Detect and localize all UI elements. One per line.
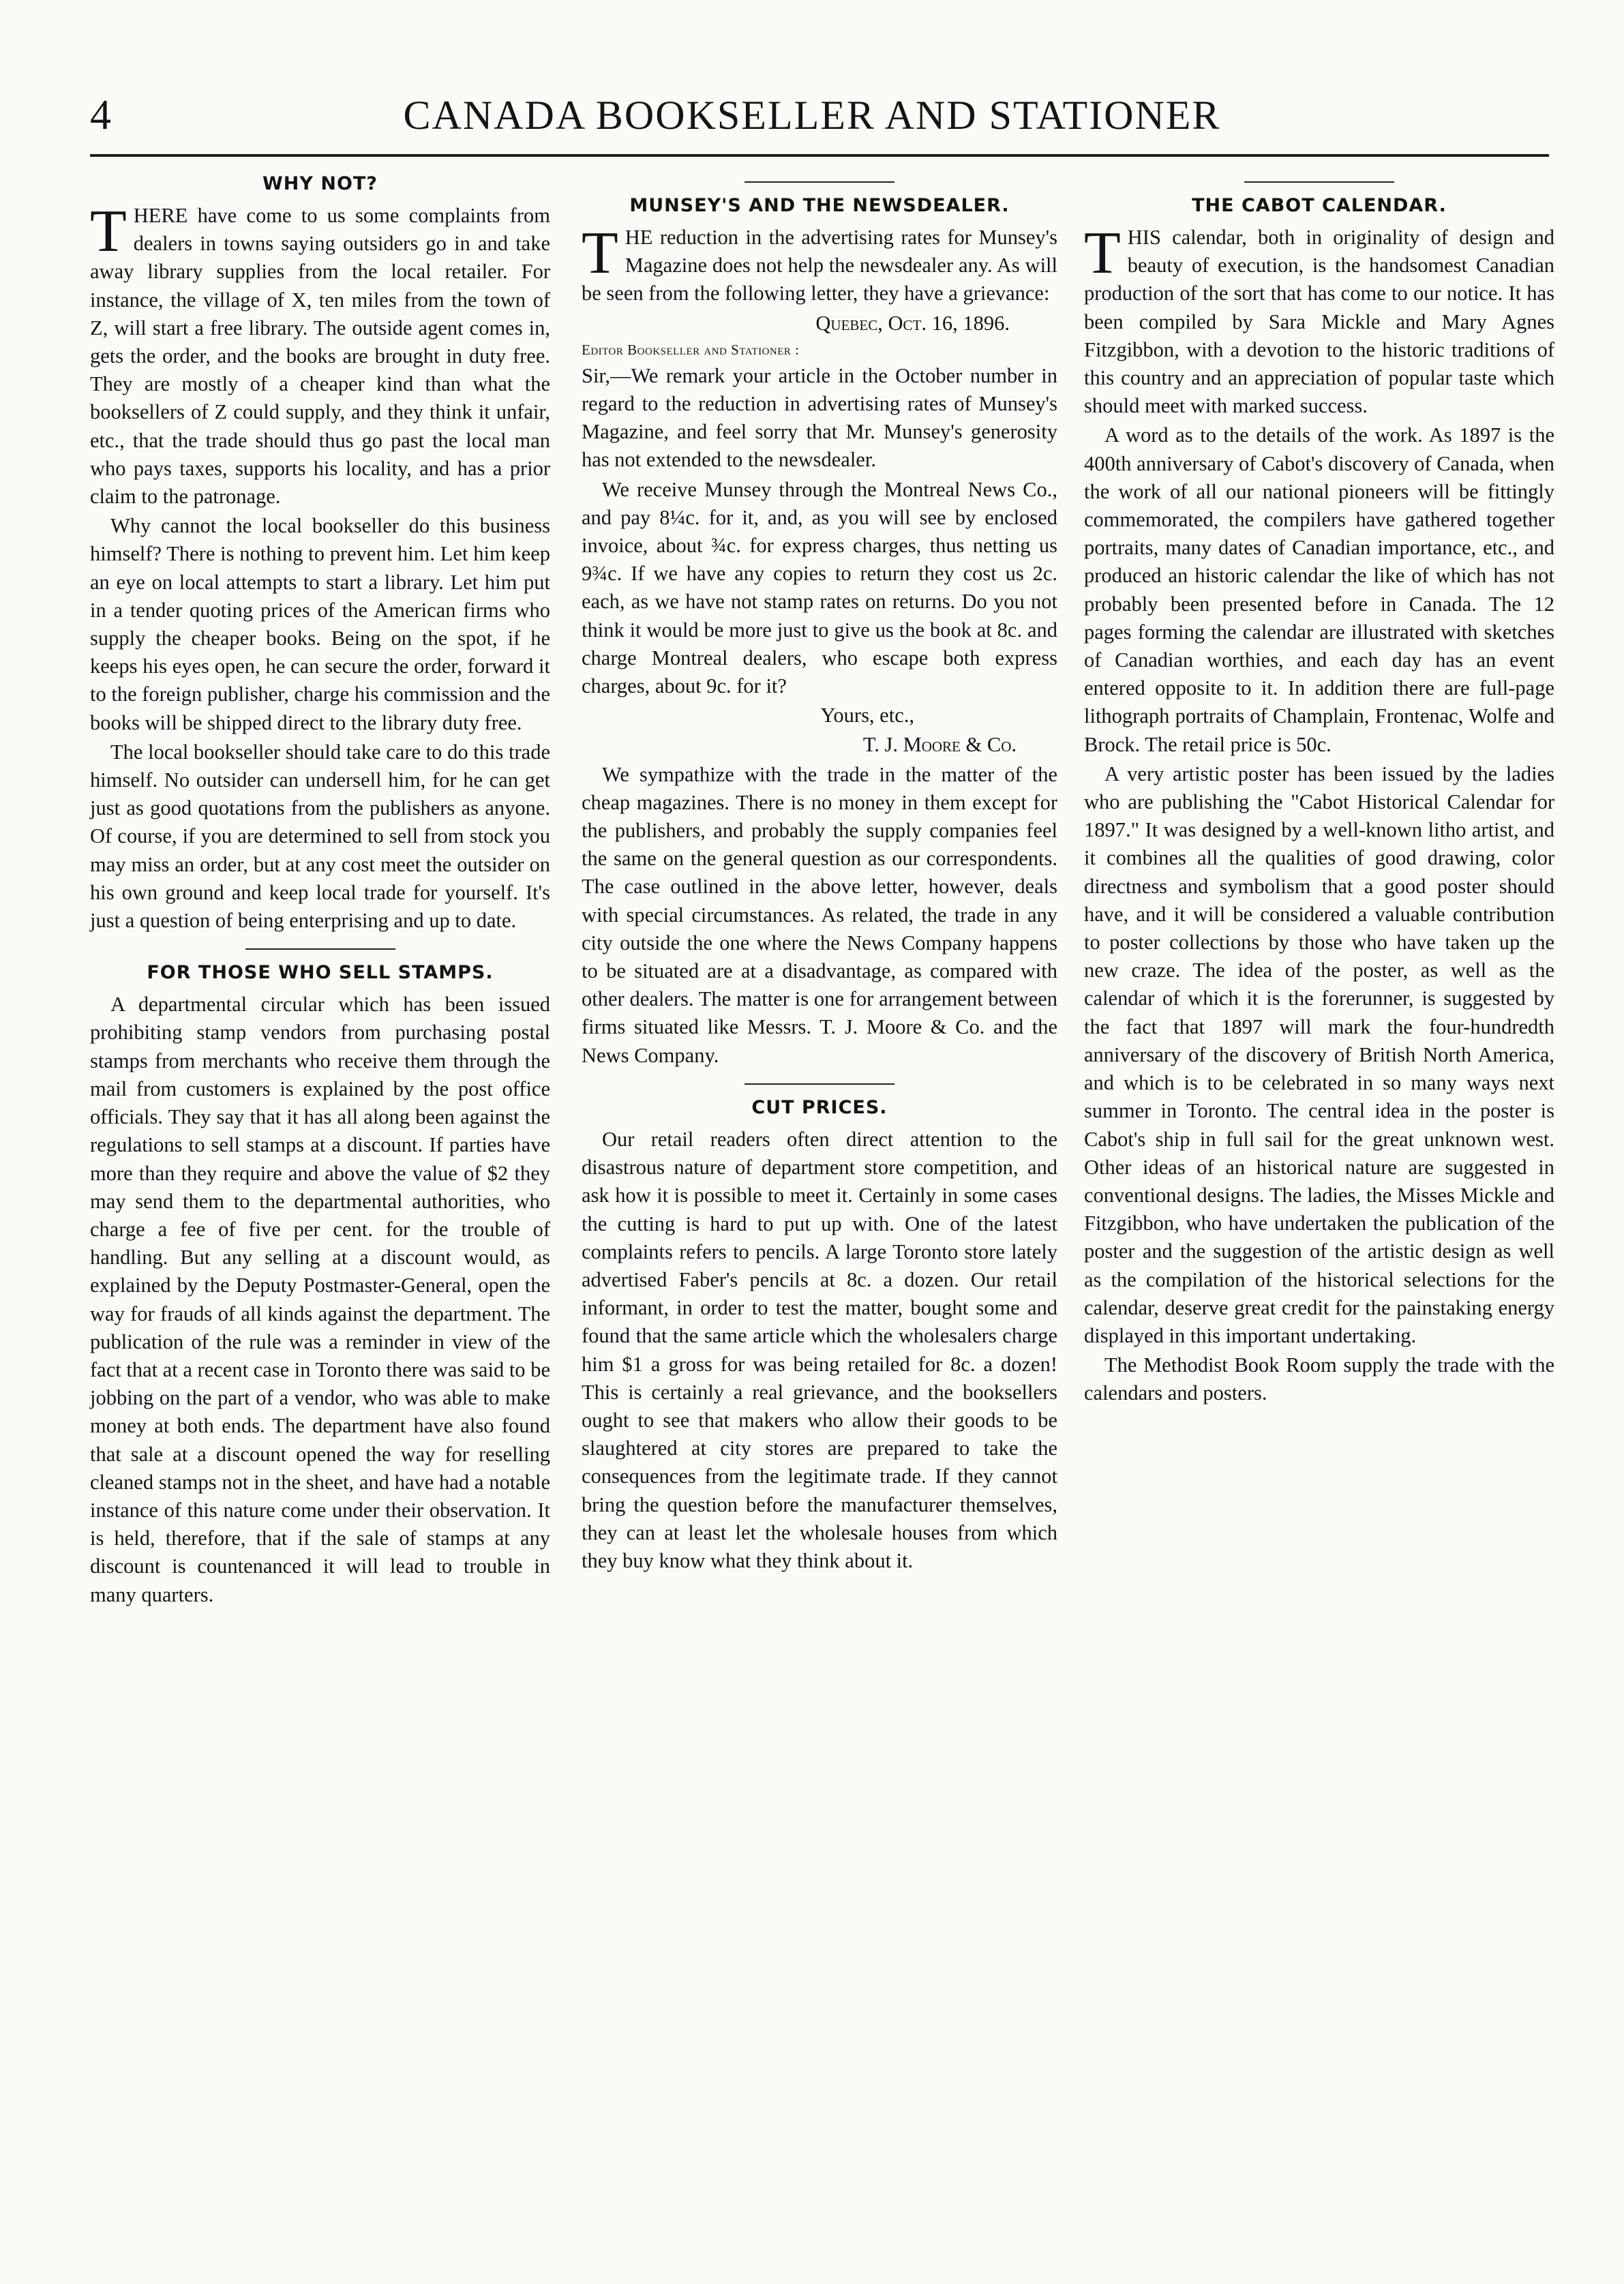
paragraph-text: HIS calendar, both in originality of design and beauty of execution, is the handsomest Canadian production of the sort that has come to our notice. It has been compiled by Sara Mickle and Mary Agnes Fitzgibbon, with a devotion to the historic traditions of this country and an appreciation of popular taste which should meet with marked success. bbox=[1084, 226, 1554, 418]
letter-paragraph-2: We receive Munsey through the Montreal News Co., and pay 8¼c. for it, and, as you will see by enclosed invoice, about ¾c. for express charges, thus netting us 9¾c. If we have any copies to return they cost us 2c. each, as we have not stamp rates on returns. Do you not think it would be more just to give us the book at 8c. and charge Montreal dealers, who escape both express charges, about 9c. for it? bbox=[582, 477, 1057, 698]
why-not-paragraph-3: The local bookseller should take care to do this trade himself. No outsider can undersell him, for he can get just as good quotations from the publishers as anyone. Of course, if you are determined to sell from stock you may miss an order, but at any cost meet the outsider on his own ground and keep local trade for yourself. It's just a question of being enterprising and up to date. bbox=[90, 740, 550, 933]
letter-signature: T. J. Moore & Co. bbox=[862, 733, 1017, 757]
journal-title: CANADA BOOKSELLER AND STATIONER bbox=[403, 93, 1221, 138]
stamps-paragraph-part-1: A departmental circular which has been issued prohibiting stamp vendors from purchasing postal stamps from merchants who receive them through the mail from customers is explained by the post office officials. They say that it has all along been against the regulations to sell stamps at a discount. If parties have more than they require and above the value of $2 they may send them to the departmental authorities, who charge a fee of five per cent. for the trouble of handling. But any selling at a discount would, as explained by the Deputy Postmaster-General, open the way for frauds of all kinds against the department. The publication of the rule was a reminder in view of the fact that at a recent case in Toronto there was said to be jobbing on the part of a vendor, who was able to make money at both ends. The department have also found that sale at a discount opened the way for reselling cleaned stamps not in the sheet, and have had a notable instance of this nature come under their observation. It is held, therefore, that if the sale of stamps at any discount is countenanced it will lead to trouble in many quarters. bbox=[90, 993, 550, 1606]
letter-paragraph-1: Sir,—We remark your article in the October number in regard to the reduction in advertising rates of Munsey's Magazine, and feel sorry that Mr. Munsey's generosity has not extended to the newsdealer. bbox=[582, 363, 1057, 472]
cabot-paragraph-4: The Methodist Book Room supply the trade with the calendars and posters. bbox=[1084, 1353, 1554, 1405]
column-2 bbox=[582, 168, 1057, 1576]
cabot-paragraph-3: A very artistic poster has been issued by the ladies who are publishing the "Cabot Historical Calendar for 1897." It was designed by a well-known litho artist, and it combines all the qualities of good drawing, color directness and symbolism that a good poster should have, and it will be considered a valuable contribution to poster collections by those who have taken up the new craze. The idea of the poster, as well as the calendar of which it is the forerunner, is suggested by the fact that 1897 will mark the four-hundredth anniversary of the discovery of British North America, and which is to be celebrated in so many ways next summer in Toronto. The central idea in the poster is Cabot's ship in full sail for the great unknown west. Other ideas of an historical nature are suggested in conventional designs. The ladies, the Misses Mickle and Fitzgibbon, who have undertaken the publication of the poster and the suggestion of the artistic design as well as the compilation of the historical selections for the calendar, deserve great credit for the painstaking energy displayed in this important undertaking. bbox=[1084, 762, 1554, 1347]
letter-dateline: Quebec, Oct. 16, 1896. bbox=[815, 311, 1010, 335]
section-divider bbox=[745, 1083, 894, 1085]
munsey-paragraph-2: We sympathize with the trade in the matter of the cheap magazines. There is no money in them except for the publishers, and probably the supply companies feel the same on the general question as our correspondents. The case outlined in the above letter, however, deals with special circumstances. As related, the trade in any city outside the one where the News Company happens to be situated are at a disadvantage, as compared with other dealers. The matter is one for arrangement between firms situated like Messrs. T. J. Moore & Co. and the News Company. bbox=[582, 762, 1057, 1067]
cut-prices-paragraph-part-1: Our retail readers often direct attention to the disastrous nature of department store competition, and ask how it is possible to meet it. Certainly in some cases the cutting is hard to put up with. One of the latest complaints refers to pencils. A large Toronto store lately advertised Faber's pencils at 8c. a dozen. Our retail informant, in order to test the matter, bought some and found that the same article which the wholesalers charge him $1 a gross for was being retailed for 8c. a dozen! This is certainly a real grievance, and the booksellers ought to see that makers who allow their goods to be slaughtered at city stores are prepared to take the consequences from the legitimate trade. If they cannot bring the question before the manufacturer themselves, they can at least let the wholesale houses from which they buy know what they think about it. bbox=[582, 1127, 1057, 1572]
drop-cap: T bbox=[582, 220, 618, 286]
section-divider bbox=[1244, 181, 1394, 183]
why-not-paragraph-1: THERE have come to us some complaints from dealers in towns saying outsiders go in and take away library supplies from the local retailer. For instance, the village of X, ten miles from the town of Z, will start a free library. The outside agent comes in, gets the order, and the books are brought in duty free. They are mostly of a cheaper kind than what the booksellers of Z could supply, and they think it unfair, etc., that the trade should thus go past the local man who pays taxes, supports his locality, and has a prior claim to the patronage. bbox=[90, 198, 550, 509]
munsey-paragraph-1 bbox=[582, 220, 1057, 308]
letter-closing: Yours, etc., bbox=[820, 704, 914, 727]
heading-why-not: WHY NOT? bbox=[262, 173, 378, 194]
drop-cap: T bbox=[90, 198, 127, 265]
heading-cabot: THE CABOT CALENDAR. bbox=[1192, 195, 1447, 216]
column-1 bbox=[90, 168, 550, 1610]
article-stamps bbox=[90, 959, 550, 987]
heading-munsey: MUNSEY'S AND THE NEWSDEALER. bbox=[629, 195, 1010, 216]
section-divider bbox=[745, 181, 894, 183]
heading-stamps: FOR THOSE WHO SELL STAMPS. bbox=[147, 962, 494, 984]
column-3 bbox=[1084, 168, 1554, 1409]
drop-cap: T bbox=[1084, 220, 1121, 286]
article-why-not bbox=[90, 170, 550, 935]
why-not-paragraph-2: Why cannot the local bookseller do this business himself? There is nothing to prevent him. Let him keep an eye on local attempts to start a library. Let him put in a tender quoting prices of the American firms who supply the cheaper books. Being on the spot, if he keeps his eyes open, he can secure the order, forward it to the foreign publisher, charge his commission and the books will be shipped direct to the library duty free. bbox=[90, 514, 551, 734]
header-rule bbox=[90, 154, 1549, 157]
letter-editor-line: Editor Bookseller and Stationer : bbox=[582, 341, 800, 358]
heading-cut-prices: CUT PRICES. bbox=[751, 1096, 888, 1118]
cabot-paragraph-1 bbox=[1084, 220, 1554, 420]
page-number: 4 bbox=[90, 92, 111, 138]
paragraph-text: HE reduction in the advertising rates for Munsey's Magazine does not help the newsdealer any. As will be seen from the following letter, they have a grievance: bbox=[582, 226, 1057, 305]
page-header bbox=[41, 87, 1583, 143]
section-divider bbox=[245, 948, 395, 950]
cabot-paragraph-2: A word as to the details of the work. As 1897 is the 400th anniversary of Cabot's discovery of Canada, when the work of all our national pioneers will be fittingly commemorated, the compilers have gathered together portraits, many dates of Canadian importance, etc., and produced an historic calendar the like of which has not probably been presented before in Canada. The 12 pages forming the calendar are illustrated with sketches of Canadian worthies, and each day has an event entered opposite to it. In addition there are full-page lithograph portraits of Champlain, Frontenac, Wolfe and Brock. The retail price is 50c. bbox=[1084, 423, 1554, 756]
